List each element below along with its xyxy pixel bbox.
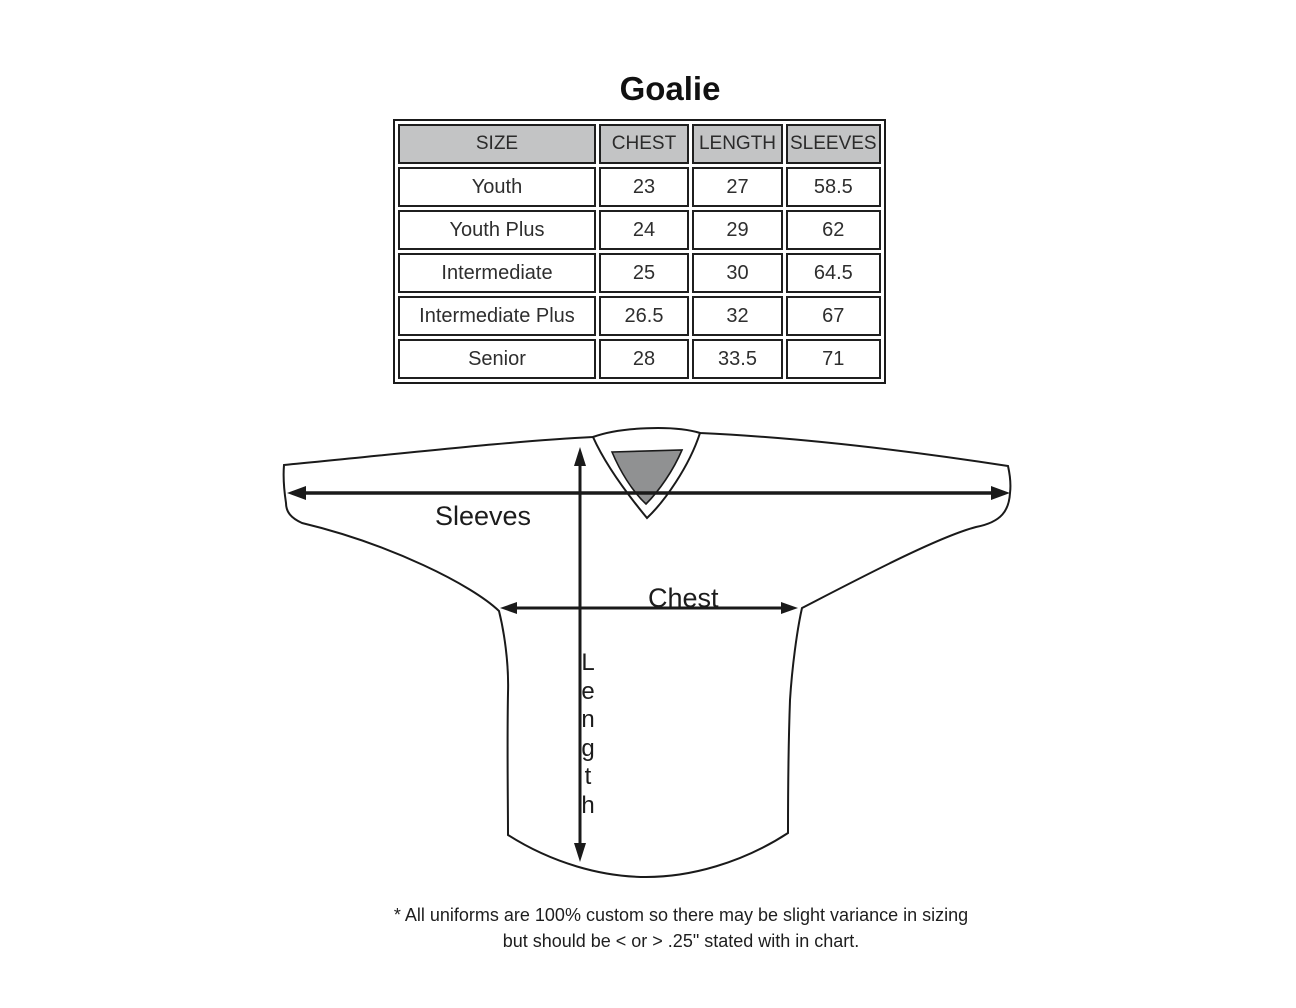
footnote	[321, 902, 1041, 954]
column-header-length: LENGTH	[692, 124, 783, 164]
length-cell: 32	[692, 296, 783, 336]
table-row	[398, 167, 881, 207]
length-cell: 27	[692, 167, 783, 207]
column-header-size: SIZE	[398, 124, 596, 164]
sleeves-cell: 62	[786, 210, 881, 250]
chest-label: Chest	[648, 583, 719, 613]
chest-cell: 24	[599, 210, 689, 250]
size-table	[393, 119, 886, 384]
size-cell: Intermediate Plus	[398, 296, 596, 336]
chest-cell: 23	[599, 167, 689, 207]
chest-cell: 25	[599, 253, 689, 293]
table-row	[398, 296, 881, 336]
table-row	[398, 210, 881, 250]
size-cell: Youth	[398, 167, 596, 207]
jersey-outline-svg	[270, 425, 1030, 885]
chest-cell: 28	[599, 339, 689, 379]
footnote-line-2: but should be < or > .25" stated with in chart.	[502, 931, 860, 951]
table-row	[398, 339, 881, 379]
sleeves-cell: 64.5	[786, 253, 881, 293]
footnote-line-1: * All uniforms are 100% custom so there may be slight variance in sizing	[393, 905, 969, 925]
column-header-chest: CHEST	[599, 124, 689, 164]
jersey-diagram	[270, 425, 1030, 885]
size-cell: Intermediate	[398, 253, 596, 293]
page-title: Goalie	[619, 70, 721, 107]
sleeves-label: Sleeves	[435, 501, 532, 531]
column-header-sleeves: SLEEVES	[786, 124, 881, 164]
size-cell: Senior	[398, 339, 596, 379]
table-header-row	[398, 124, 881, 164]
sleeves-cell: 71	[786, 339, 881, 379]
length-label: Length	[581, 649, 595, 819]
length-cell: 29	[692, 210, 783, 250]
length-cell: 33.5	[692, 339, 783, 379]
length-cell: 30	[692, 253, 783, 293]
chest-cell: 26.5	[599, 296, 689, 336]
size-cell: Youth Plus	[398, 210, 596, 250]
table-row	[398, 253, 881, 293]
sleeves-cell: 67	[786, 296, 881, 336]
sleeves-cell: 58.5	[786, 167, 881, 207]
